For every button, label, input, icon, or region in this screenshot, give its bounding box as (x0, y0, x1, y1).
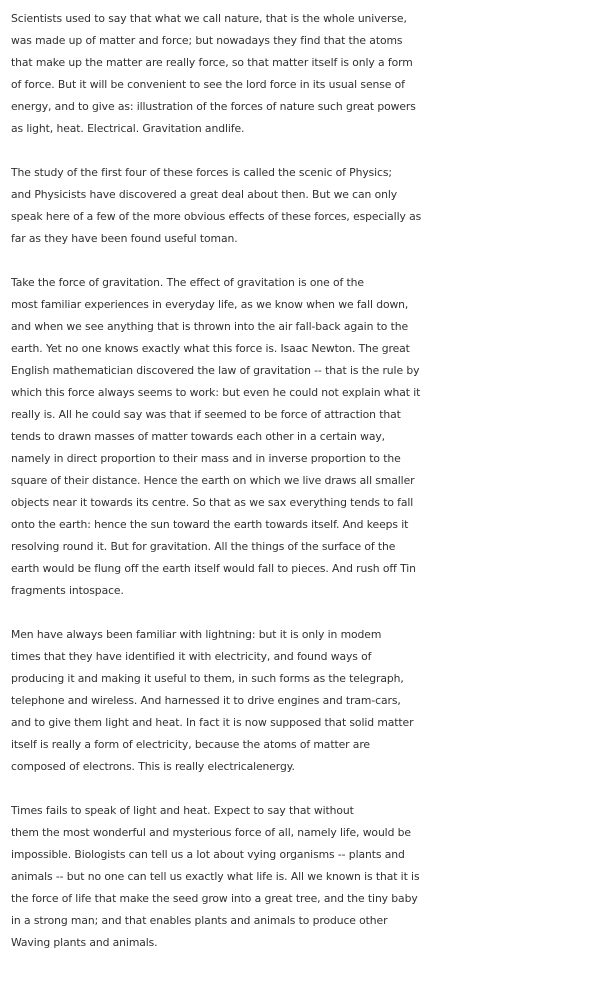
paragraph-4 (11, 624, 593, 778)
paragraph-2 (11, 162, 593, 250)
text-line: objects near it towards its centre. So that as we sax everything tends to fall (11, 496, 414, 509)
text-line: them the most wonderful and mysterious force of all, namely life, would be (11, 826, 411, 839)
text-line: and to give them light and heat. In fact it is now supposed that solid matter (11, 716, 414, 729)
text-line: in a strong man; and that enables plants and animals to produce other (11, 914, 388, 927)
text-line: Times fails to speak of light and heat. Expect to say that without (11, 804, 354, 817)
text-line: the force of life that make the seed grow into a great tree, and the tiny baby (11, 892, 418, 905)
text-line: really is. All he could say was that if seemed to be force of attraction that (11, 408, 401, 421)
text-line: The study of the first four of these forces is called the scenic of Physics; (11, 166, 392, 179)
text-line: Waving plants and animals. (11, 936, 158, 949)
text-line: square of their distance. Hence the earth on which we live draws all smaller (11, 474, 415, 487)
text-line: and when we see anything that is thrown into the air fall-back again to the (11, 320, 409, 333)
paragraph-1 (11, 8, 593, 140)
text-line: composed of electrons. This is really electricalenergy. (11, 760, 295, 773)
text-line: was made up of matter and force; but nowadays they find that the atoms (11, 34, 403, 47)
text-line: resolving round it. But for gravitation. All the things of the surface of the (11, 540, 396, 553)
text-line: telephone and wireless. And harnessed it to drive engines and tram-cars, (11, 694, 401, 707)
text-line: onto the earth: hence the sun toward the earth towards itself. And keeps it (11, 518, 409, 531)
text-line: as light, heat. Electrical. Gravitation andlife. (11, 122, 245, 135)
text-line: Scientists used to say that what we call nature, that is the whole universe, (11, 12, 407, 25)
text-line: that make up the matter are really force, so that matter itself is only a form (11, 56, 413, 69)
paragraph-3 (11, 272, 593, 602)
text-line: earth. Yet no one knows exactly what this force is. Isaac Newton. The great (11, 342, 410, 355)
text-line: and Physicists have discovered a great deal about then. But we can only (11, 188, 398, 201)
text-line: English mathematician discovered the law of gravitation -- that is the rule by (11, 364, 420, 377)
paragraph-5 (11, 800, 593, 954)
text-line: impossible. Biologists can tell us a lot about vying organisms -- plants and (11, 848, 405, 861)
text-line: energy, and to give as: illustration of the forces of nature such great powers (11, 100, 416, 113)
text-line: namely in direct proportion to their mass and in inverse proportion to the (11, 452, 401, 465)
text-line: itself is really a form of electricity, because the atoms of matter are (11, 738, 370, 751)
text-line: Men have always been familiar with lightning: but it is only in modem (11, 628, 382, 641)
text-line: animals -- but no one can tell us exactly what life is. All we known is that it is (11, 870, 420, 883)
text-line: far as they have been found useful toman. (11, 232, 238, 245)
text-line: fragments intospace. (11, 584, 124, 597)
document-body (11, 8, 593, 976)
text-line: times that they have identified it with electricity, and found ways of (11, 650, 372, 663)
text-line: producing it and making it useful to them, in such forms as the telegraph, (11, 672, 404, 685)
text-line: earth would be flung off the earth itself would fall to pieces. And rush off Tin (11, 562, 416, 575)
text-line: speak here of a few of the more obvious effects of these forces, especially as (11, 210, 422, 223)
text-line: of force. But it will be convenient to see the lord force in its usual sense of (11, 78, 405, 91)
text-line: which this force always seems to work: but even he could not explain what it (11, 386, 421, 399)
text-line: Take the force of gravitation. The effect of gravitation is one of the (11, 276, 364, 289)
text-line: most familiar experiences in everyday life, as we know when we fall down, (11, 298, 409, 311)
text-line: tends to drawn masses of matter towards each other in a certain way, (11, 430, 385, 443)
